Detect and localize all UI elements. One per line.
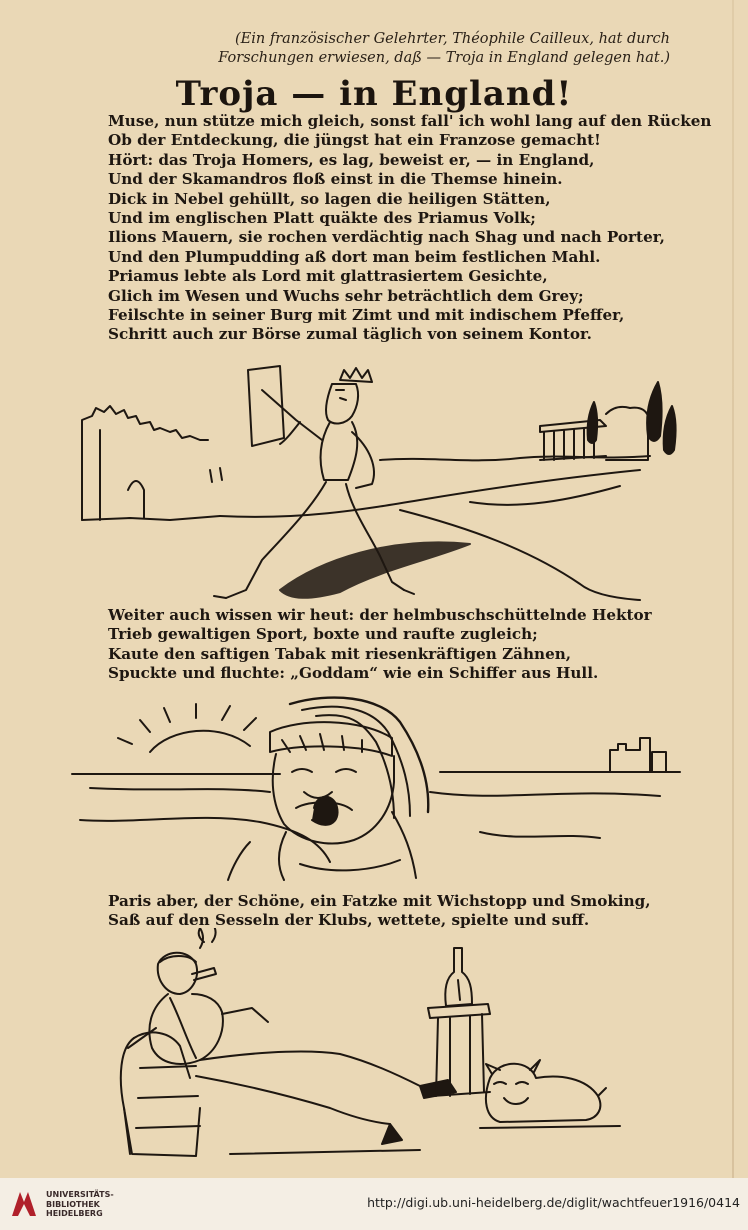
verse-line: Paris aber, der Schöne, ein Fatzke mit Wichstopp und Smoking, [108, 892, 651, 910]
stanza-2 [108, 606, 708, 684]
source-url[interactable]: http://digi.ub.uni-heidelberg.de/diglit/wachtfeuer1916/0414 [367, 1195, 740, 1210]
header-note-line-2: Forschungen erwiesen, daß — Troja in England gelegen hat.) [218, 50, 670, 66]
verse-line: Feilschte in seiner Burg mit Zimt und mit indischem Pfeffer, [108, 306, 625, 325]
verse-line: Und im englischen Platt quäkte des Priamus Volk; [108, 209, 536, 228]
verse-line: Spuckte und fluchte: „Goddam“ wie ein Schiffer aus Hull. [108, 664, 599, 683]
verse-line: Und den Plumpudding aß dort man beim festlichen Mahl. [108, 247, 601, 266]
illustration-priamus [0, 360, 748, 610]
verse-line: Saß auf den Sesseln der Klubs, wettete, spielte und suff. [108, 911, 590, 930]
illustration-hektor [0, 692, 748, 882]
verse-line: Trieb gewaltigen Sport, boxte und raufte zugleich; [108, 625, 538, 644]
verse-line: Hört: das Troja Homers, es lag, beweist er, — in England, [108, 150, 595, 169]
university-seal-icon [8, 1186, 40, 1220]
library-name-line-2: BIBLIOTHEK [46, 1199, 100, 1209]
stanza-3 [108, 892, 708, 931]
library-name-line-3: HEIDELBERG [46, 1209, 103, 1218]
illustration-paris [0, 928, 748, 1168]
library-footer [0, 1178, 748, 1230]
library-name-line-1: UNIVERSITÄTS- [46, 1190, 114, 1199]
verse-line: Weiter auch wissen wir heut: der helmbuschschüttelnde Hektor [108, 606, 652, 624]
stanza-1 [108, 112, 712, 345]
verse-line: Priamus lebte als Lord mit glattrasiertem Gesichte, [108, 267, 548, 286]
verse-line: Glich im Wesen und Wuchs sehr beträchtlich dem Grey; [108, 286, 584, 305]
header-note-line-1: (Ein französischer Gelehrter, Théophile Cailleux, hat durch [235, 31, 670, 47]
verse-line: Dick in Nebel gehüllt, so lagen die heiligen Stätten, [108, 189, 551, 208]
verse-line: Kaute den saftigen Tabak mit riesenkräftigen Zähnen, [108, 644, 572, 663]
verse-line: Ilions Mauern, sie rochen verdächtig nach Shag und nach Porter, [108, 228, 665, 247]
library-name [46, 1190, 114, 1219]
verse-line: Schritt auch zur Börse zumal täglich von seinem Kontor. [108, 325, 592, 344]
poem-title: Troja — in England! [175, 74, 573, 114]
header-note [190, 30, 670, 68]
verse-line: Und der Skamandros floß einst in die Themse hinein. [108, 170, 563, 189]
verse-line: Ob der Entdeckung, die jüngst hat ein Franzose gemacht! [108, 131, 601, 150]
verse-line: Muse, nun stütze mich gleich, sonst fall' ich wohl lang auf den Rücken [108, 112, 712, 130]
